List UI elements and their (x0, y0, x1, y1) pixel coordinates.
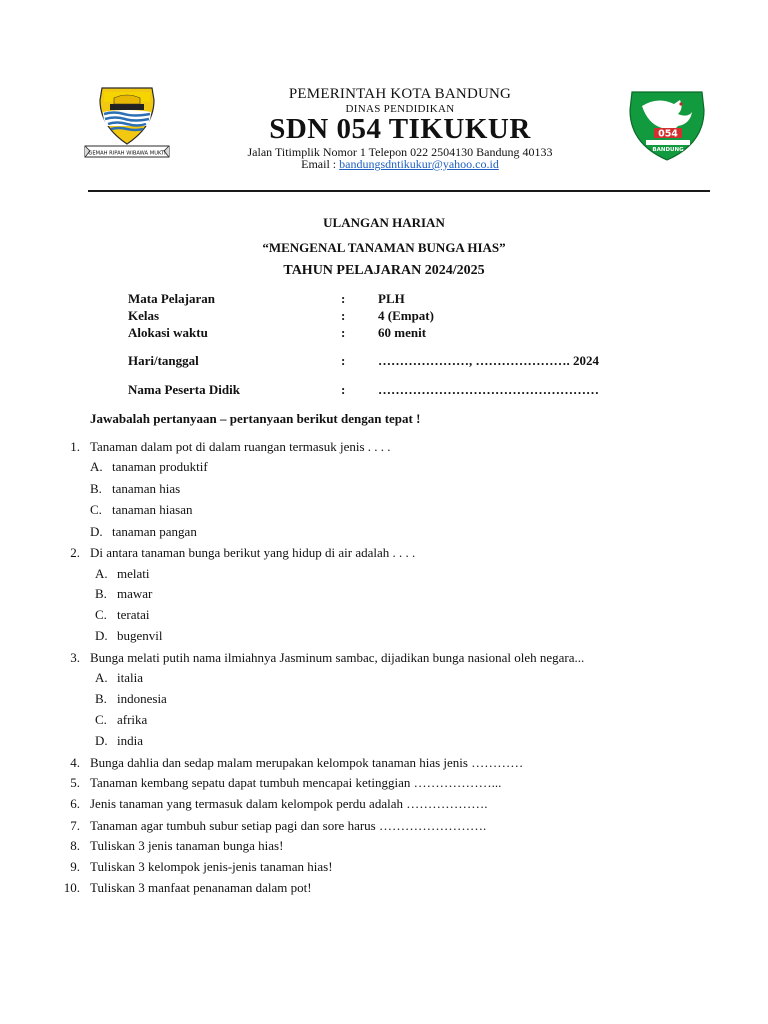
email-line (200, 157, 600, 172)
identity-value: PLH (378, 291, 405, 306)
question-number: 10. (63, 880, 80, 895)
question-number: 3. (70, 650, 80, 665)
identity-label: Kelas (128, 308, 160, 323)
identity-value: 4 (Empat) (378, 308, 434, 323)
question-number: 7. (70, 818, 80, 833)
option-letter: D. (95, 628, 108, 643)
option-text[interactable]: afrika (117, 712, 148, 727)
identity-colon: : (341, 353, 346, 368)
department-name: DINAS PENDIDIKAN (345, 103, 455, 115)
question-number: 4. (70, 755, 80, 770)
question-number: 2. (70, 545, 80, 560)
option-letter: B. (90, 481, 102, 496)
instruction: Jawabalah pertanyaan – pertanyaan berikut dengan tepat ! (90, 411, 421, 426)
option-letter: B. (95, 691, 107, 706)
question-number: 1. (70, 439, 80, 454)
question-text: Tanaman agar tumbuh subur setiap pagi dan sore harus ……………………. (90, 818, 487, 833)
identity-colon: : (341, 382, 346, 397)
question-text: Di antara tanaman bunga berikut yang hidup di air adalah . . . . (90, 545, 416, 560)
option-letter: A. (95, 566, 108, 581)
option-text[interactable]: italia (117, 670, 143, 685)
option-letter: C. (95, 607, 107, 622)
academic-year: TAHUN PELAJARAN 2024/2025 (283, 263, 485, 278)
logo-number: 054 (658, 128, 678, 140)
option-letter: A. (95, 670, 108, 685)
identity-label: Alokasi waktu (128, 325, 208, 340)
school-logo (626, 88, 708, 162)
email-label: Email : (301, 157, 337, 171)
option-letter: D. (90, 524, 103, 539)
bandung-city-emblem (84, 86, 170, 160)
question-text: Bunga dahlia dan sedap malam merupakan kelompok tanaman hias jenis ………… (90, 755, 524, 770)
question-number: 6. (70, 796, 80, 811)
option-letter: D. (95, 733, 108, 748)
question-text: Tuliskan 3 jenis tanaman bunga hias! (90, 838, 284, 853)
question-number: 9. (70, 859, 80, 874)
school-address: Jalan Titimplik Nomor 1 Telepon 022 2504130 Bandung 40133 (247, 145, 553, 159)
option-text[interactable]: tanaman pangan (112, 524, 197, 539)
student-name-field[interactable]: …………………………………………… (378, 382, 599, 397)
option-text[interactable]: tanaman hiasan (112, 502, 193, 517)
identity-label: Mata Pelajaran (128, 291, 216, 306)
question-text: Tuliskan 3 manfaat penanaman dalam pot! (90, 880, 312, 895)
option-text[interactable]: mawar (117, 586, 153, 601)
question-text: Tanaman kembang sepatu dapat tumbuh mencapai ketinggian ………………... (90, 775, 502, 790)
identity-colon: : (341, 291, 346, 306)
option-letter: B. (95, 586, 107, 601)
school-name: SDN 054 TIKUKUR (269, 113, 531, 145)
date-field[interactable]: …………………, …………………. 2024 (378, 353, 599, 368)
identity-colon: : (341, 325, 346, 340)
identity-label: Hari/tanggal (128, 353, 199, 368)
option-text[interactable]: bugenvil (117, 628, 163, 643)
option-letter: C. (95, 712, 107, 727)
option-text[interactable]: melati (117, 566, 150, 581)
question-text: Tanaman dalam pot di dalam ruangan termasuk jenis . . . . (90, 439, 391, 454)
question-text: Jenis tanaman yang termasuk dalam kelompok perdu adalah ………………. (90, 796, 488, 811)
option-letter: A. (90, 459, 103, 474)
question-number: 5. (70, 775, 80, 790)
logo-city-text: BANDUNG (652, 147, 684, 153)
exam-topic: “MENGENAL TANAMAN BUNGA HIAS” (262, 240, 506, 255)
option-text[interactable]: indonesia (117, 691, 167, 706)
identity-label: Nama Peserta Didik (128, 382, 240, 397)
exam-title: ULANGAN HARIAN (323, 215, 445, 230)
identity-colon: : (341, 308, 346, 323)
option-letter: C. (90, 502, 102, 517)
option-text[interactable]: tanaman produktif (112, 459, 208, 474)
header-divider (88, 190, 710, 192)
identity-value: 60 menit (378, 325, 427, 340)
option-text[interactable]: teratai (117, 607, 150, 622)
government-name: PEMERINTAH KOTA BANDUNG (288, 86, 512, 102)
question-number: 8. (70, 838, 80, 853)
logo-motto: GEMAH RIPAH WIBAWA MUKTI (88, 150, 166, 157)
option-text[interactable]: india (117, 733, 143, 748)
option-text[interactable]: tanaman hias (112, 481, 181, 496)
email-link[interactable]: bandungsdntikukur@yahoo.co.id (339, 157, 499, 171)
question-text: Tuliskan 3 kelompok jenis-jenis tanaman hias! (90, 859, 333, 874)
question-text: Bunga melati putih nama ilmiahnya Jasminum sambac, dijadikan bunga nasional oleh negara... (90, 650, 585, 665)
